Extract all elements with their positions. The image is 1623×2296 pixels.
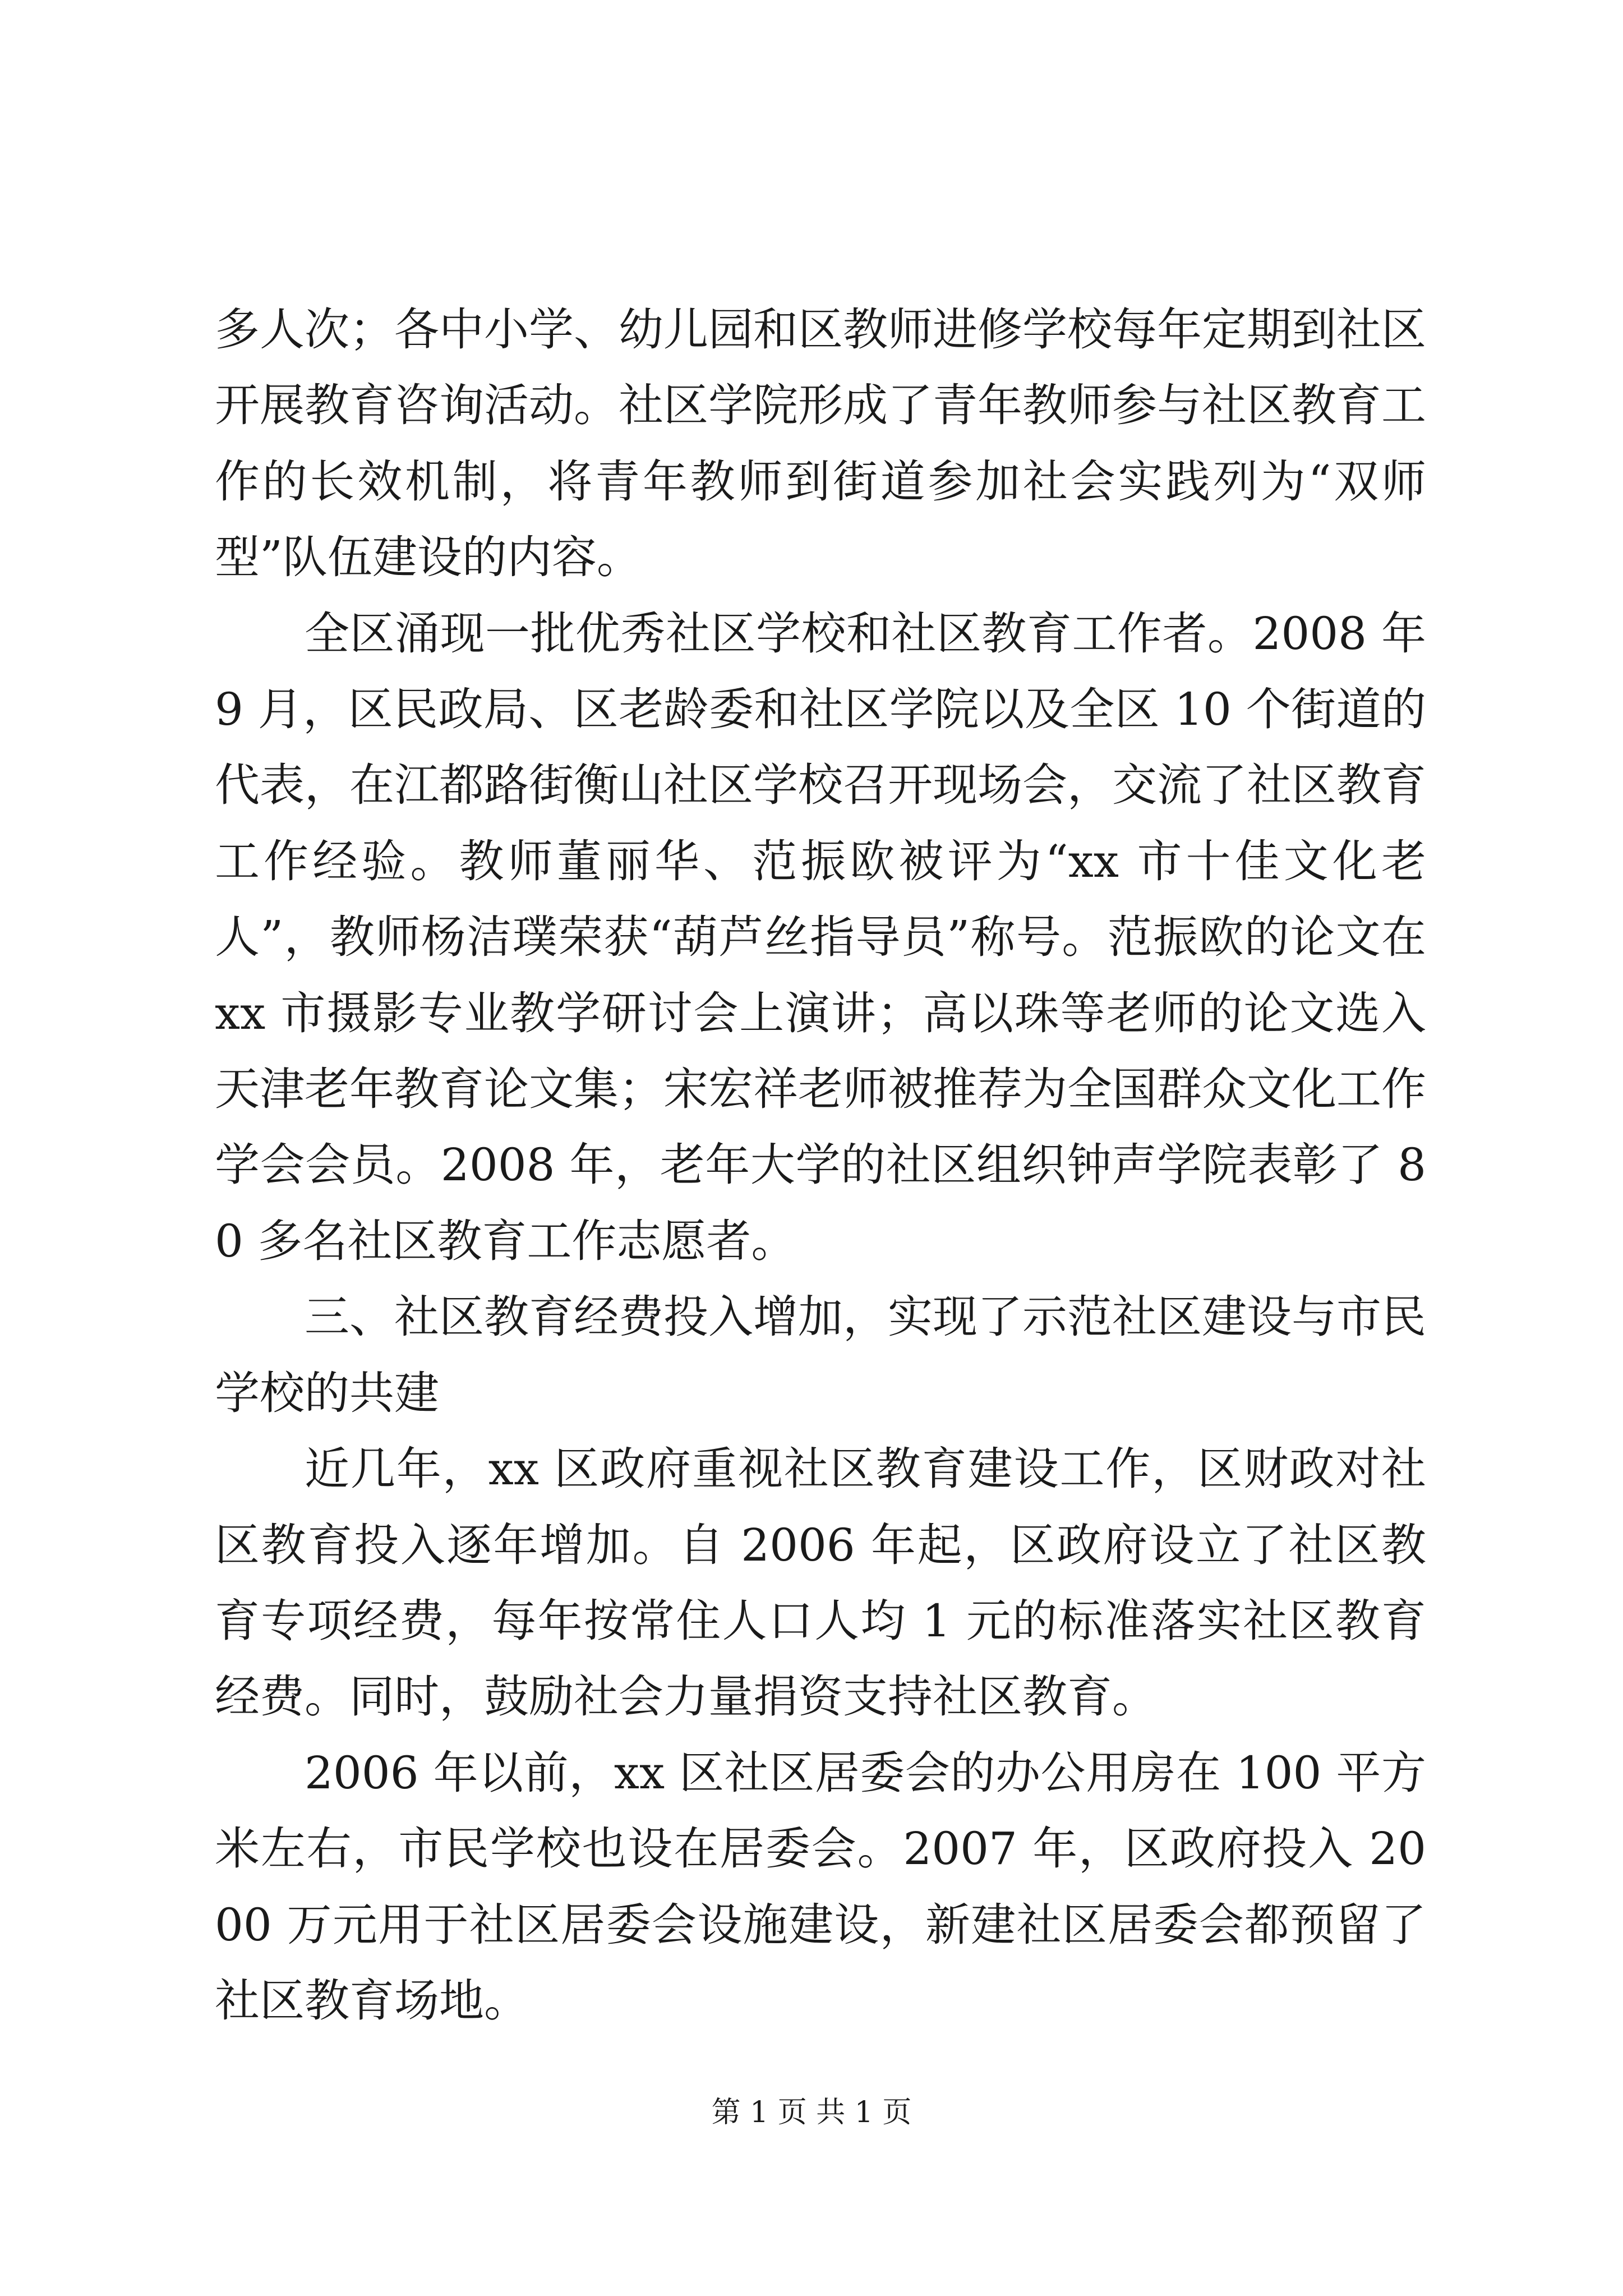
paragraph-office-space: 2006 年以前，xx 区社区居委会的办公用房在 100 平方米左右，市民学校也设在居委会。2007 年，区政府投入 2000 万元用于社区居委会设施建设，新建社区居委会都预留了社区教育场地。	[215, 1746, 1426, 2027]
document-body	[215, 292, 1426, 2039]
paragraph-outstanding-schools: 全区涌现一批优秀社区学校和社区教育工作者。2008 年 9 月，区民政局、区老龄委和社区学院以及全区 10 个街道的代表，在江都路街衡山社区学校召开现场会，交流了社区教育工作经验。教师董丽华、范振欧被评为“xx 市十佳文化老人”，教师杨洁璞荣获“葫芦丝指导员”称号。范振欧的论文在 xx 市摄影专业教学研讨会上演讲；高以珠等老师的论文选入天津老年教育论文集；宋宏祥老师被推荐为全国群众文化工作学会会员。2008 年，老年大学的社区组织钟声学院表彰了 80 多名社区教育工作志愿者。	[215, 607, 1426, 1267]
paragraph-government-investment: 近几年，xx 区政府重视社区教育建设工作，区财政对社区教育投入逐年增加。自 2006 年起，区政府设立了社区教育专项经费，每年按常住人口人均 1 元的标准落实社区教育经费。同时，鼓励社会力量捐资支持社区教育。	[215, 1443, 1426, 1723]
paragraph-continued: 多人次；各中小学、幼儿园和区教师进修学校每年定期到社区开展教育咨询活动。社区学院形成了青年教师参与社区教育工作的长效机制，将青年教师到街道参加社会实践列为“双师型”队伍建设的内容。	[215, 303, 1426, 584]
page-footer: 第 1 页 共 1 页	[711, 2096, 912, 2129]
section-heading-funding: 三、社区教育经费投入增加，实现了示范社区建设与市民学校的共建	[215, 1291, 1426, 1419]
